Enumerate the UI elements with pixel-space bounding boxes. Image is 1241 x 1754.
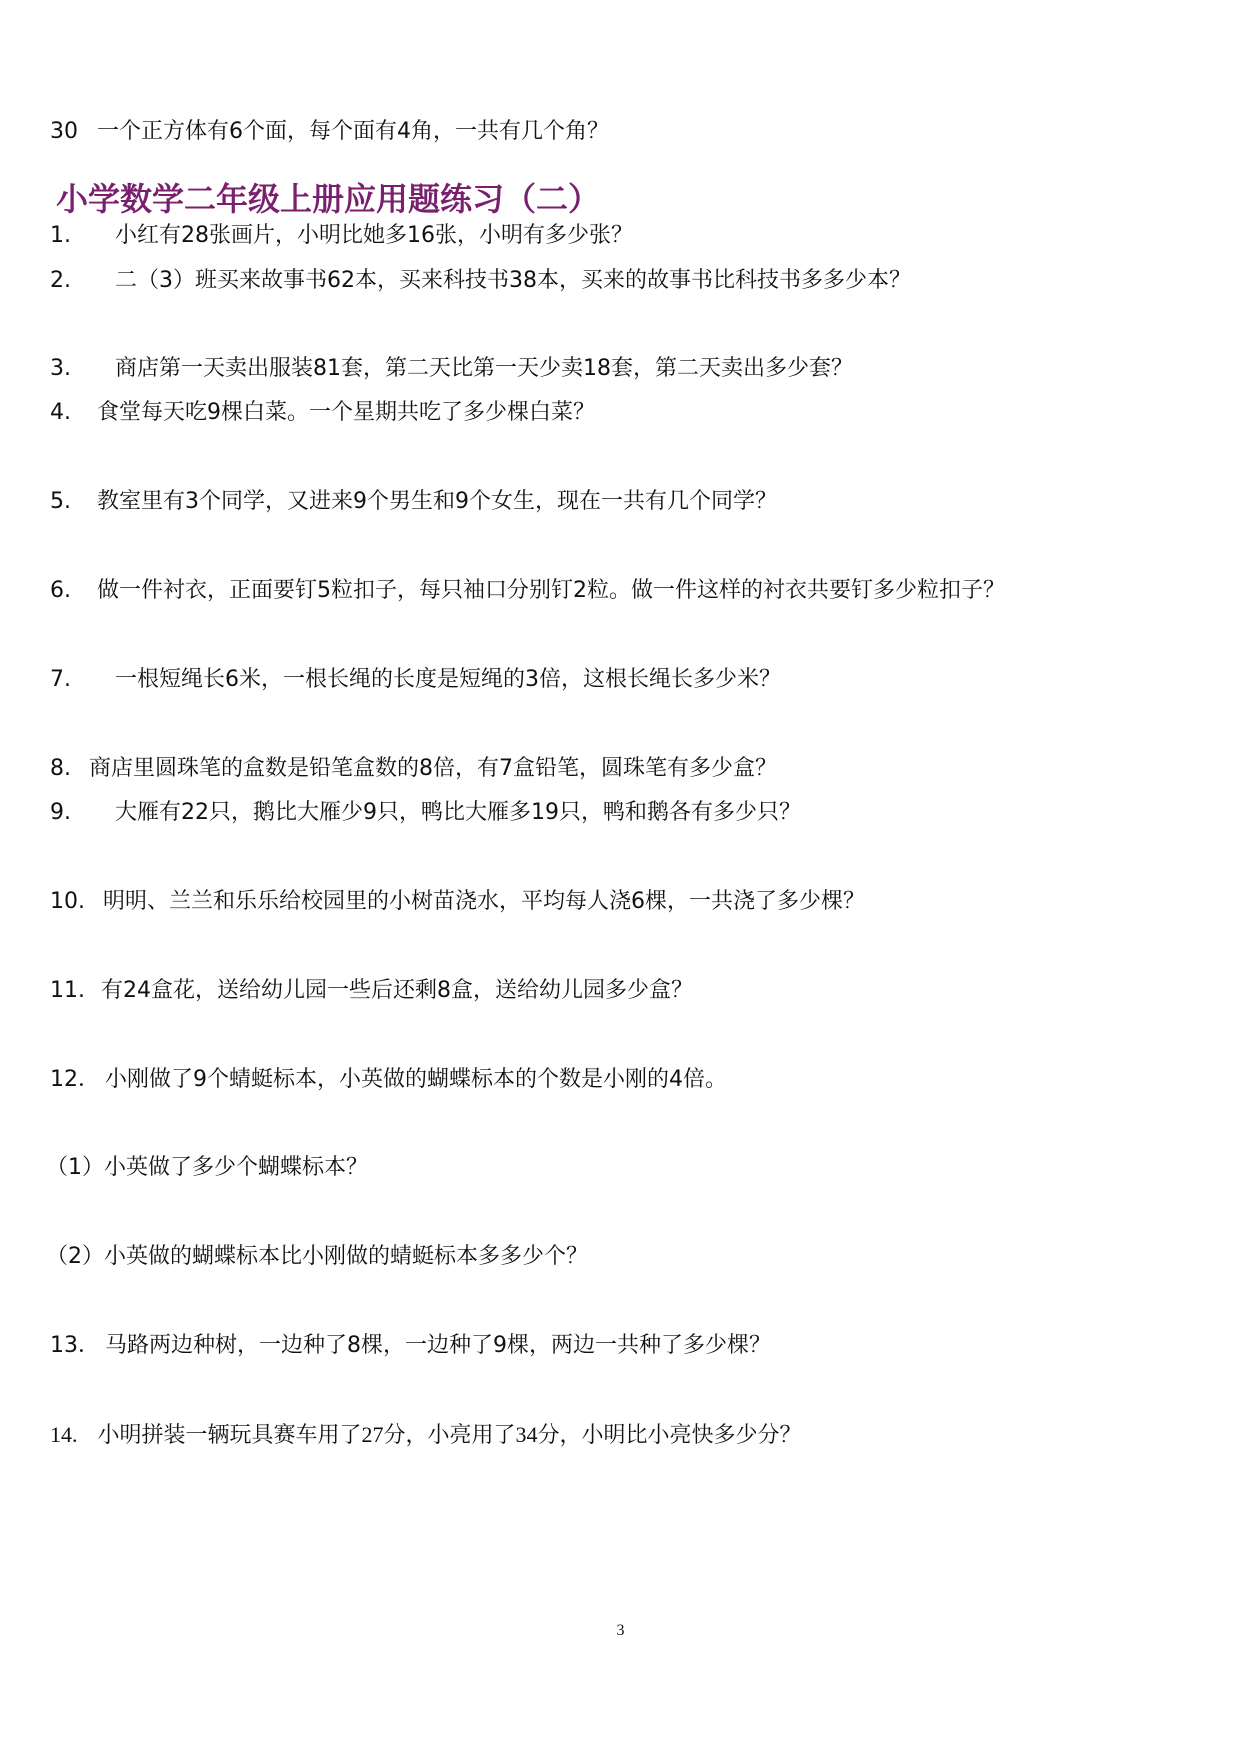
question-number: 30 bbox=[50, 119, 78, 144]
question-12-part-2 bbox=[46, 1242, 588, 1272]
question-3 bbox=[50, 354, 853, 384]
question-number: 3. bbox=[50, 356, 71, 381]
question-text: 食堂每天吃9棵白菜。一个星期共吃了多少棵白菜？ bbox=[97, 400, 595, 425]
question-number: 8. bbox=[50, 756, 71, 781]
question-number: 4. bbox=[50, 400, 71, 425]
question-14 bbox=[50, 1420, 802, 1450]
question-12-part-1 bbox=[46, 1153, 368, 1183]
question-5 bbox=[50, 487, 777, 517]
question-number: 10. bbox=[50, 889, 85, 914]
question-number: 7. bbox=[50, 667, 71, 692]
question-number: 11. bbox=[50, 978, 85, 1003]
question-4 bbox=[50, 398, 595, 428]
question-10 bbox=[50, 887, 865, 917]
page-number: 3 bbox=[616, 1622, 625, 1639]
question-text: 一根短绳长6米，一根长绳的长度是短绳的3倍，这根长绳长多少米？ bbox=[115, 667, 781, 692]
question-number: （2） bbox=[46, 1244, 104, 1269]
question-number: 13． bbox=[50, 1333, 100, 1358]
question-2 bbox=[50, 266, 911, 296]
question-number: 9. bbox=[50, 800, 71, 825]
question-text: 小刚做了9个蜻蜓标本，小英做的蝴蝶标本的个数是小刚的4倍。 bbox=[105, 1067, 727, 1092]
question-12 bbox=[50, 1065, 727, 1095]
question-text: 大雁有22只，鹅比大雁少9只，鸭比大雁多19只，鸭和鹅各有多少只？ bbox=[115, 800, 801, 825]
question-text: 商店第一天卖出服装81套，第二天比第一天少卖18套，第二天卖出多少套？ bbox=[115, 356, 853, 381]
question-text: 小明拼装一辆玩具赛车用了27分，小亮用了34分，小明比小亮快多少分？ bbox=[97, 1422, 802, 1447]
question-number: 5. bbox=[50, 489, 71, 514]
question-number: 6. bbox=[50, 578, 71, 603]
question-8 bbox=[50, 754, 777, 784]
question-text: 教室里有3个同学，又进来9个男生和9个女生，现在一共有几个同学？ bbox=[97, 489, 777, 514]
question-text: 二（3）班买来故事书62本，买来科技书38本，买来的故事书比科技书多多少本？ bbox=[115, 268, 911, 293]
question-30 bbox=[50, 117, 609, 147]
question-text: 一个正方体有6个面，每个面有4角，一共有几个角？ bbox=[97, 119, 609, 144]
question-number: 14. bbox=[50, 1422, 78, 1447]
question-number: （1） bbox=[46, 1155, 104, 1180]
question-number: 12． bbox=[50, 1067, 100, 1092]
question-text: 明明、兰兰和乐乐给校园里的小树苗浇水，平均每人浇6棵，一共浇了多少棵？ bbox=[103, 889, 865, 914]
question-text: 小英做的蝴蝶标本比小刚做的蜻蜓标本多多少个？ bbox=[104, 1244, 589, 1269]
question-13 bbox=[50, 1331, 771, 1361]
question-7 bbox=[50, 665, 781, 695]
question-text: 做一件衬衣，正面要钉5粒扣子，每只袖口分别钉2粒。做一件这样的衬衣共要钉多少粒扣子？ bbox=[97, 578, 1005, 603]
question-1 bbox=[50, 221, 633, 251]
question-number: 2. bbox=[50, 268, 71, 293]
question-9 bbox=[50, 798, 801, 828]
page-title: 小学数学二年级上册应用题练习（二） bbox=[56, 180, 601, 218]
question-text: 小红有28张画片，小明比她多16张，小明有多少张？ bbox=[115, 223, 633, 248]
question-6 bbox=[50, 576, 1005, 606]
question-text: 小英做了多少个蝴蝶标本？ bbox=[104, 1155, 369, 1180]
question-number: 1. bbox=[50, 223, 71, 248]
question-11 bbox=[50, 976, 693, 1006]
question-text: 商店里圆珠笔的盒数是铅笔盒数的8倍，有7盒铅笔，圆珠笔有多少盒？ bbox=[89, 756, 777, 781]
question-text: 马路两边种树，一边种了8棵，一边种了9棵，两边一共种了多少棵？ bbox=[105, 1333, 771, 1358]
question-text: 有24盒花，送给幼儿园一些后还剩8盒，送给幼儿园多少盒？ bbox=[101, 978, 693, 1003]
